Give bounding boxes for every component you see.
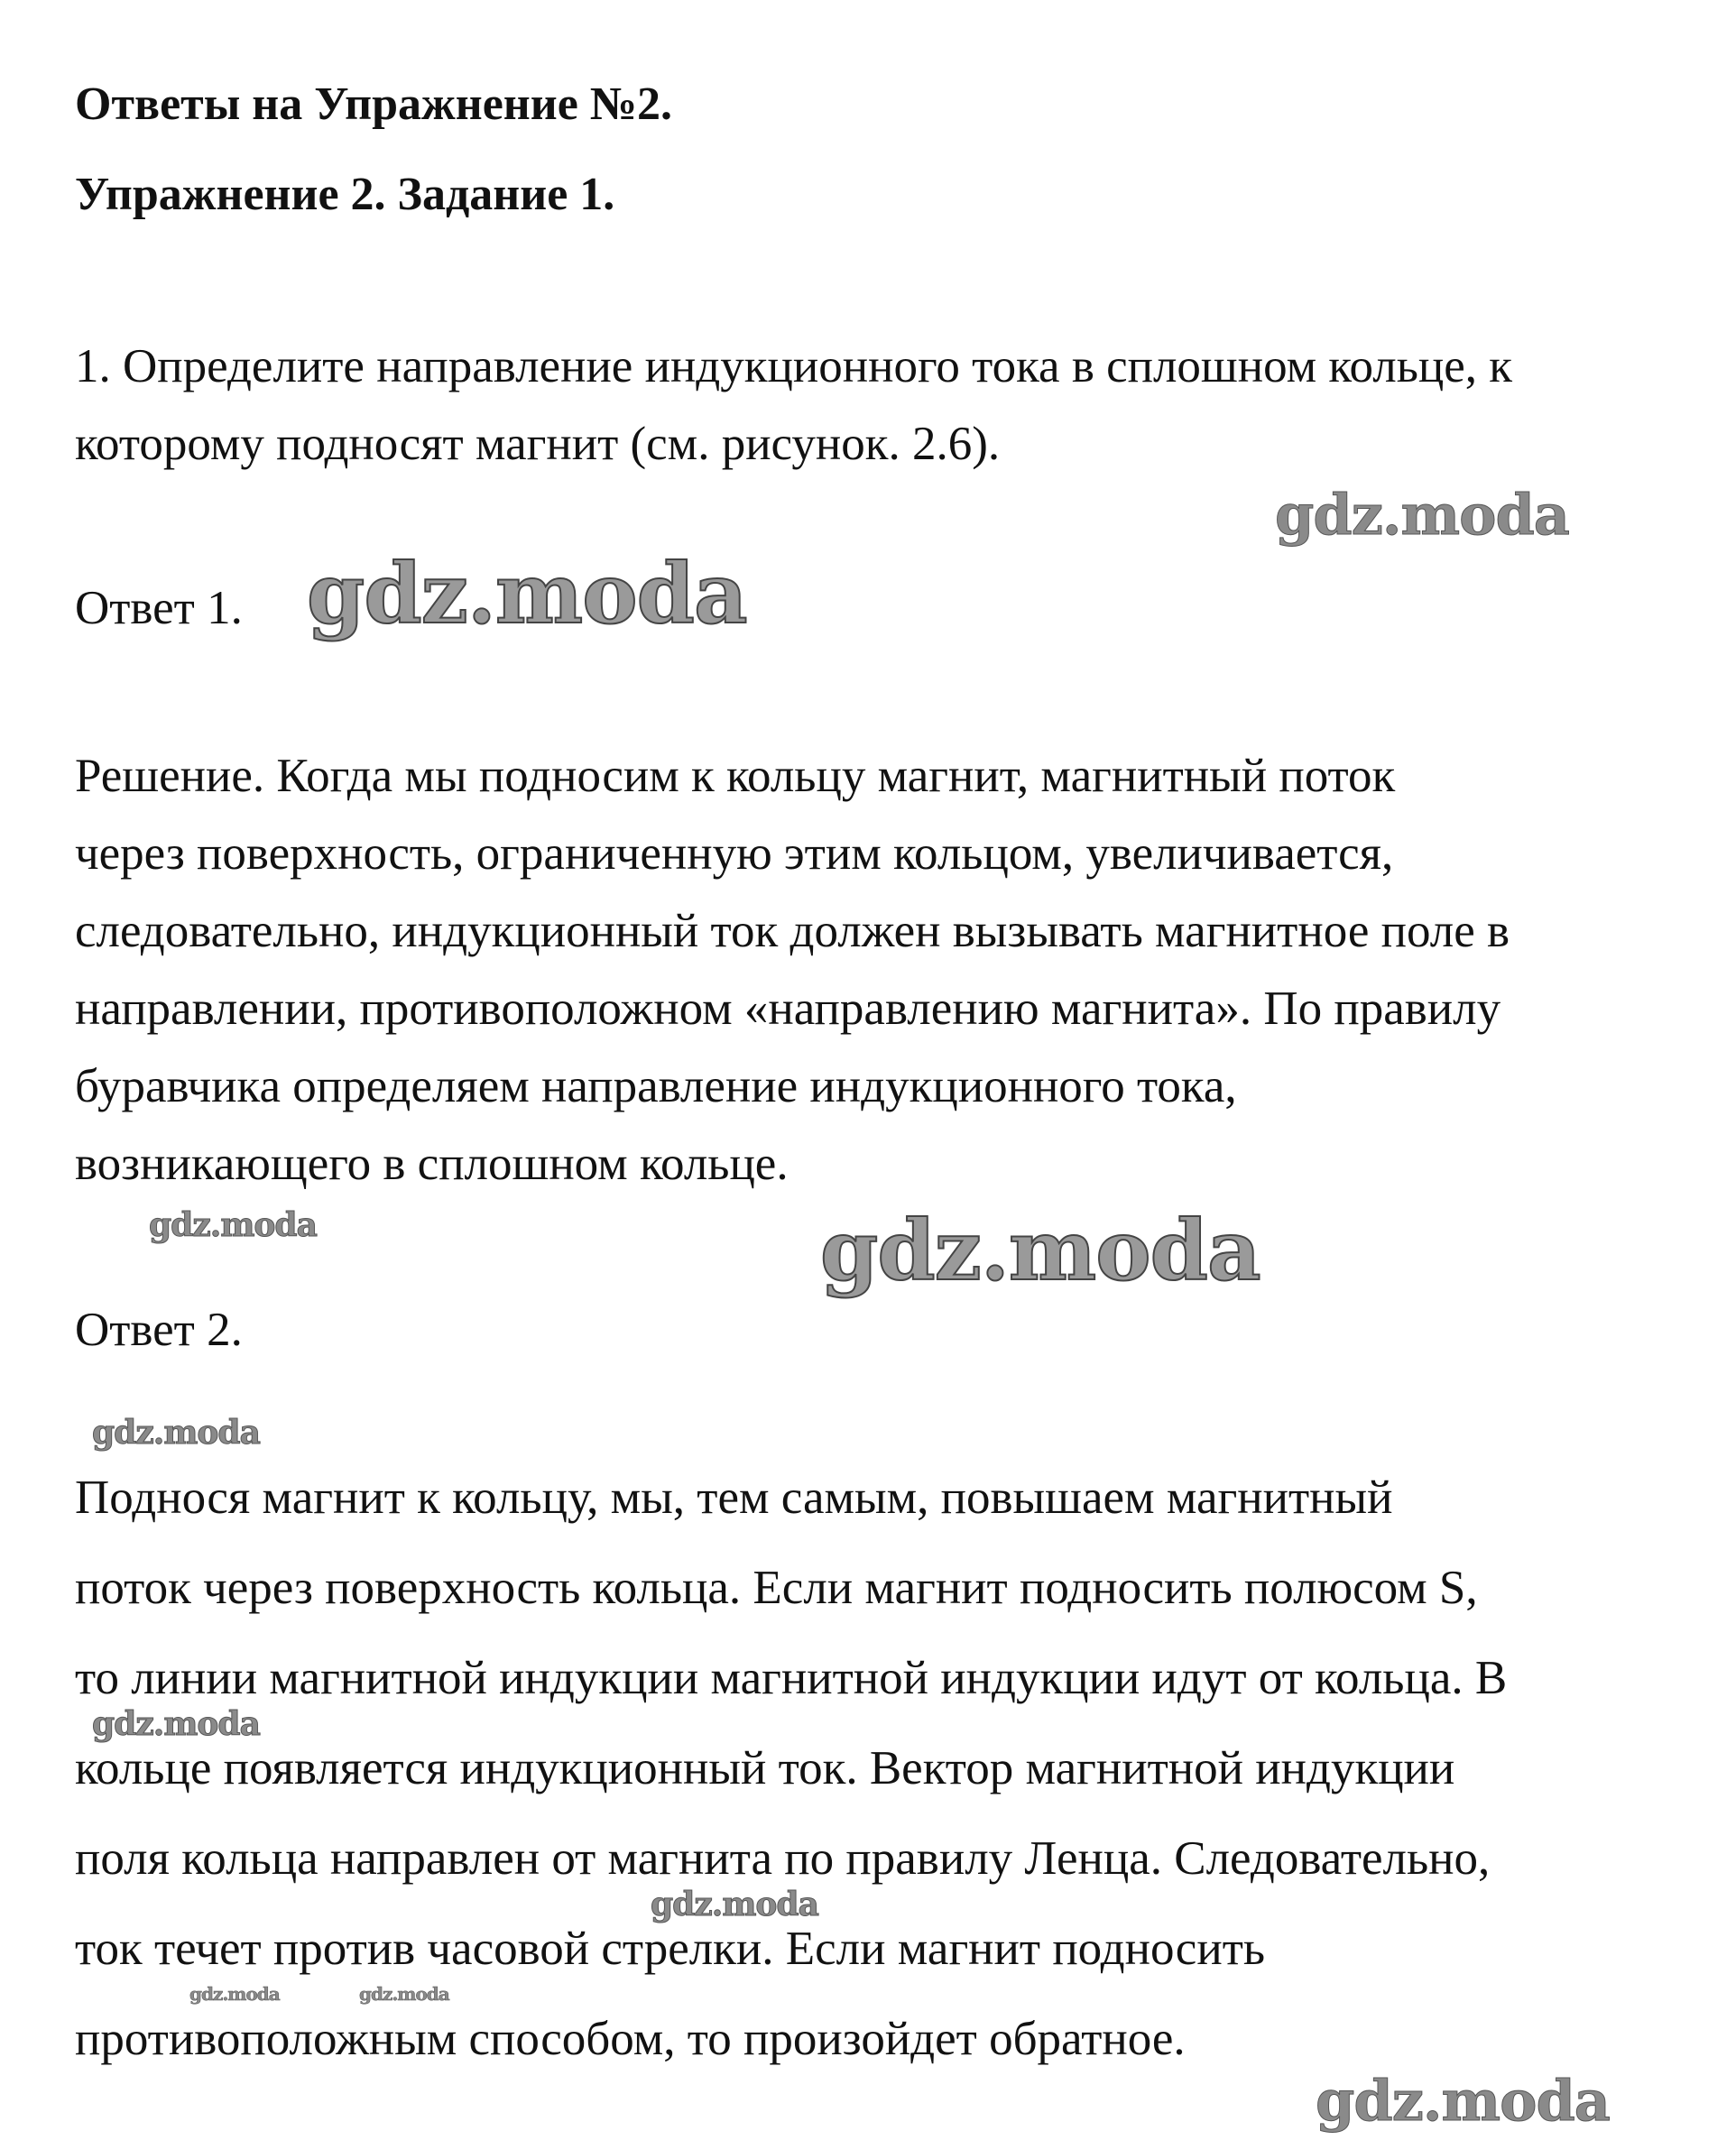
watermark: gdz.moda	[651, 1886, 818, 1923]
solution-line: Решение. Когда мы подносим к кольцу магнит, магнитный поток	[75, 750, 1396, 802]
answer2-line: ток течет против часовой стрелки. Если магнит подносить	[75, 1923, 1266, 1975]
task-line: которому подносят магнит (см. рисунок. 2.6).	[75, 418, 1001, 470]
answer1-label: Ответ 1.	[75, 582, 243, 634]
solution-line: буравчика определяем направление индукционного тока,	[75, 1060, 1237, 1112]
solution-line: следовательно, индукционный ток должен вызывать магнитное поле в	[75, 905, 1510, 957]
watermark: gdz.moda	[1316, 2068, 1610, 2134]
watermark: gdz.moda	[92, 1705, 260, 1743]
answer2-label: Ответ 2.	[75, 1304, 243, 1356]
solution-line: через поверхность, ограниченную этим кольцом, увеличивается,	[75, 827, 1394, 880]
task-line: 1. Определите направление индукционного тока в сплошном кольце, к	[75, 340, 1513, 392]
page-title: Ответы на Упражнение №2.	[75, 78, 673, 130]
watermark: gdz.moda	[189, 1983, 280, 2005]
answer2-line: поля кольца направлен от магнита по правилу Ленца. Следовательно,	[75, 1832, 1491, 1885]
answer2-line: противоположным способом, то произойдет обратное.	[75, 2013, 1186, 2065]
answer2-line: то линии магнитной индукции магнитной индукции идут от кольца. В	[75, 1652, 1508, 1704]
solution-line: возникающего в сплошном кольце.	[75, 1138, 789, 1190]
watermark: gdz.moda	[307, 545, 747, 642]
watermark: gdz.moda	[92, 1414, 260, 1452]
watermark: gdz.moda	[149, 1206, 317, 1244]
watermark: gdz.moda	[820, 1202, 1260, 1299]
watermark: gdz.moda	[359, 1983, 449, 2005]
watermark: gdz.moda	[1275, 482, 1569, 548]
answer2-line: кольце появляется индукционный ток. Вектор магнитной индукции	[75, 1742, 1455, 1794]
answer2-line: поток через поверхность кольца. Если магнит подносить полюсом S,	[75, 1562, 1478, 1614]
answer2-line: Поднося магнит к кольцу, мы, тем самым, повышаем магнитный	[75, 1471, 1393, 1524]
exercise-heading: Упражнение 2. Задание 1.	[75, 169, 615, 220]
solution-line: направлении, противоположном «направлению магнита». По правилу	[75, 982, 1501, 1035]
